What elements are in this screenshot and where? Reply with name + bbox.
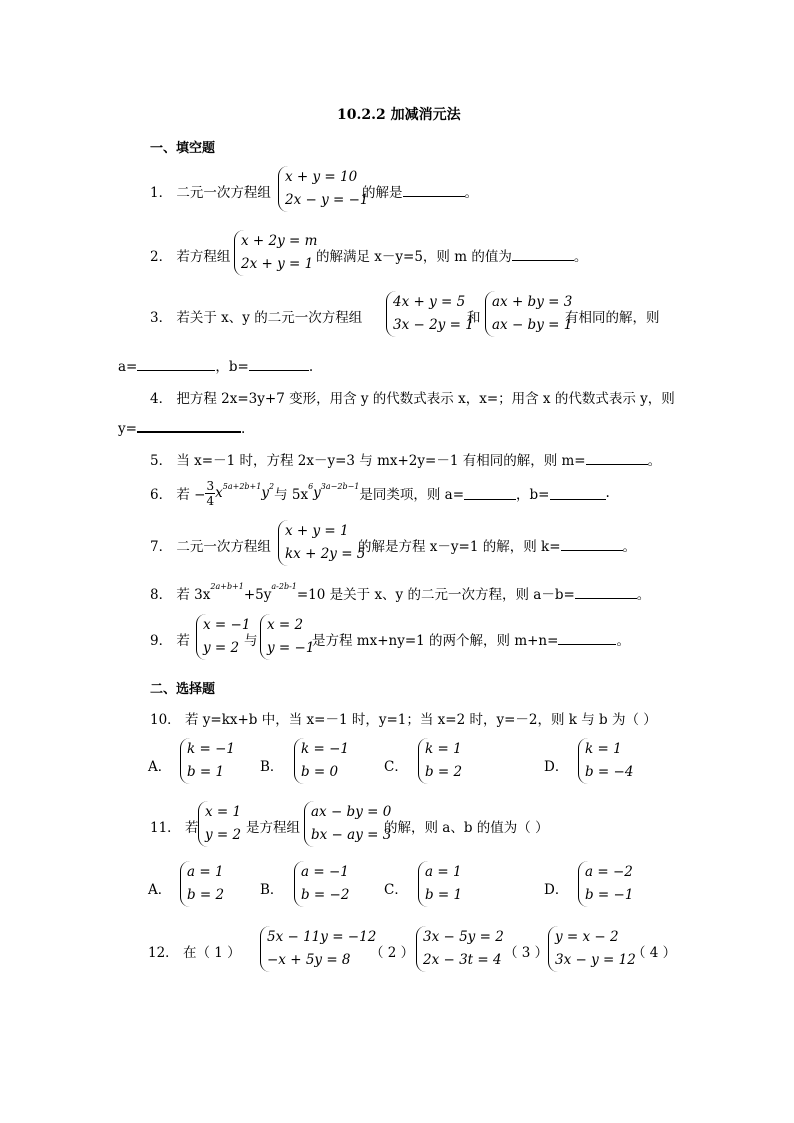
q4-text: 4． 把方程 2x=3y+7 变形，用含 y 的代数式表示 x，x=；用含 x 的代数式表示 y，则 (150, 391, 675, 407)
q11-c-eq1: a = 1 (425, 864, 462, 880)
q11-d-eq2: b = −1 (585, 887, 634, 903)
q1-eq1: x + y = 10 (285, 169, 358, 185)
q10-text: 10． 若 y=kx+b 中，当 x=－1 时，y=1；当 x=2 时，y=－2，则 k 与 b 为（ ） (150, 712, 657, 728)
q11-sys1-eq2: y = 2 (205, 827, 242, 843)
q8-suffix: =10 是关于 x、y 的二元一次方程，则 a－b= (296, 587, 575, 603)
q2-end: 。 (573, 249, 588, 265)
q4-y-label: y= (118, 421, 137, 437)
q7-answer-blank[interactable] (561, 537, 623, 551)
q6-exp4: 3a−2b−1 (320, 481, 360, 491)
q8-exp2: a-2b-1 (271, 581, 297, 591)
q11-sys2-eq2: bx − ay = 3 (311, 827, 392, 843)
q9-sys1-eq1: x = −1 (203, 617, 251, 633)
q12-system-3 (548, 926, 636, 972)
q3-a-blank[interactable] (137, 357, 215, 371)
q4-end: . (240, 421, 246, 437)
q5-text: 5． 当 x=－1 时，方程 2x－y=3 与 mx+2y=－1 有相同的解，则 m= (150, 453, 586, 469)
q12-label-3: （ 3 ） (504, 945, 549, 961)
q8-end: 。 (636, 587, 651, 603)
q11-a-eq1: a = 1 (187, 864, 224, 880)
q6-denominator: 4 (206, 493, 215, 508)
q9-answer-blank[interactable] (558, 631, 616, 645)
q2-eq1: x + 2y = m (241, 233, 318, 249)
q10-option-c-system[interactable] (418, 738, 462, 784)
q11-b-eq2: b = −2 (301, 887, 350, 903)
q3-prefix: 3． 若关于 x、y 的二元一次方程组 (150, 310, 363, 326)
q8-answer-blank[interactable] (575, 585, 637, 599)
q6-b-label: ，b= (516, 487, 550, 503)
q12-sys2-eq1: 3x − 5y = 2 (423, 929, 504, 945)
q9-connector: 与 (244, 633, 258, 649)
q12-label-2: （ 2 ） (370, 945, 415, 961)
q9-sys2-eq2: y = −1 (267, 640, 315, 656)
page-title: 10.2.2 加减消元法 (337, 107, 461, 123)
q11-option-c-label[interactable]: C． (384, 882, 408, 898)
q9-suffix (312, 629, 630, 649)
q12-label-4: （ 4 ） (632, 945, 677, 961)
q11-option-b-label[interactable]: B． (260, 882, 284, 898)
q7-suffix-text: 的解是方程 x－y=1 的解，则 k= (358, 539, 561, 555)
q9-equation-system-2 (260, 614, 314, 660)
q2-prefix: 2． 若方程组 (150, 249, 231, 265)
q10-option-d-label[interactable]: D． (544, 759, 569, 775)
q11-option-a-system[interactable] (180, 861, 224, 907)
q2-suffix (316, 245, 587, 265)
q6-mid: 与 5x (274, 487, 309, 503)
q6-exp2: 2 (268, 481, 275, 491)
q10-a-eq2: b = 1 (187, 764, 225, 780)
q3-end: . (308, 359, 314, 375)
q7-end: 。 (622, 539, 637, 555)
q9-end: 。 (616, 633, 630, 649)
q3-sys1-eq1: 4x + y = 5 (393, 294, 466, 310)
q5-line (150, 449, 661, 469)
q11-option-d-system[interactable] (578, 861, 633, 907)
q1-suffix (362, 181, 478, 201)
q3-sys1-eq2: 3x − 2y = 1 (393, 317, 474, 333)
q7-eq2: kx + 2y = 5 (285, 546, 366, 562)
q10-option-b-label[interactable]: B． (260, 759, 284, 775)
q6-end: . (605, 485, 610, 501)
q2-answer-blank[interactable] (512, 247, 574, 261)
q1-eq2: 2x − y = −1 (285, 192, 369, 208)
q11-suffix: 的解，则 a、b 的值为（ ） (384, 820, 549, 836)
q3-connector: 和 (467, 310, 481, 326)
q2-eq2: 2x + y = 1 (241, 256, 314, 272)
q1-prefix: 1． 二元一次方程组 (150, 185, 271, 201)
q6-y: y (261, 485, 269, 501)
q9-prefix: 9． 若 (150, 633, 190, 649)
q3-b-label: ，b= (215, 359, 249, 375)
q11-sys2-eq1: ax − by = 0 (311, 804, 392, 820)
q6-fraction (205, 479, 215, 508)
q3-a-label: a= (118, 359, 138, 375)
q1-answer-blank[interactable] (403, 183, 465, 197)
q6-x: x (215, 485, 223, 501)
q5-answer-blank[interactable] (586, 451, 648, 465)
q6-b-blank[interactable] (550, 486, 606, 500)
q8-line (150, 583, 650, 603)
q10-b-eq2: b = 0 (301, 764, 339, 780)
q5-end: 。 (647, 453, 662, 469)
q11-d-eq1: a = −2 (585, 864, 633, 880)
q7-prefix: 7． 二元一次方程组 (150, 539, 271, 555)
q11-equation-system-1 (198, 801, 241, 847)
section-heading-fill-in: 一、填空题 (150, 141, 216, 156)
q6-exp3: 6 (308, 481, 314, 491)
q12-sys1-eq1: 5x − 11y = −12 (267, 929, 377, 945)
q6-a-blank[interactable] (464, 486, 516, 500)
q6-line (150, 474, 610, 512)
q2-equation-system (234, 230, 317, 276)
q10-option-c-label[interactable]: C． (384, 759, 408, 775)
q3-equation-system-2 (485, 291, 572, 337)
q3-sys2-eq2: ax − by = 1 (492, 317, 573, 333)
q10-b-eq1: k = −1 (301, 741, 349, 757)
q12-sys2-eq2: 2x − 3t = 4 (423, 952, 502, 968)
q10-c-eq1: k = 1 (425, 741, 462, 757)
q8-prefix: 8． 若 3x (150, 587, 211, 603)
q7-eq1: x + y = 1 (285, 523, 349, 539)
q11-c-eq2: b = 1 (425, 887, 463, 903)
q9-equation-system-1 (196, 614, 250, 660)
q10-option-b-system[interactable] (294, 738, 349, 784)
q1-equation-system (278, 166, 369, 212)
q3-answer-line (118, 355, 313, 375)
section-heading-multiple-choice: 二、选择题 (150, 682, 216, 697)
q11-option-a-label[interactable]: A． (148, 882, 172, 898)
q11-option-d-label[interactable]: D． (544, 882, 569, 898)
q3-b-blank[interactable] (249, 357, 309, 371)
q10-c-eq2: b = 2 (425, 764, 463, 780)
q12-sys3-eq1: y = x − 2 (555, 929, 619, 945)
q6-numerator: 3 (206, 478, 215, 493)
q12-sys1-eq2: −x + 5y = 8 (267, 952, 351, 968)
q7-suffix (358, 535, 636, 555)
q11-option-b-system[interactable] (294, 861, 349, 907)
q11-prefix: 11． 若 (150, 820, 199, 836)
q11-a-eq2: b = 2 (187, 887, 225, 903)
q9-suffix-text: 是方程 mx+ny=1 的两个解，则 m+n= (312, 633, 559, 649)
q10-d-eq1: k = 1 (585, 741, 622, 757)
q1-end: 。 (464, 185, 478, 201)
q8-exp1: 2a+b+1 (210, 581, 244, 591)
q6-suffix: 是同类项，则 a= (359, 487, 465, 503)
q6-y2: y (313, 485, 321, 501)
q9-sys1-eq2: y = 2 (203, 640, 240, 656)
q6-prefix: 6． 若 − (150, 487, 206, 503)
q10-d-eq2: b = −4 (585, 764, 634, 780)
q4-answer-line (118, 418, 245, 437)
q1-suffix-text: 的解是 (362, 185, 403, 201)
q3-equation-system-1 (386, 291, 474, 337)
q11-sys1-eq1: x = 1 (205, 804, 242, 820)
q9-sys2-eq1: x = 2 (267, 617, 304, 633)
q11-option-c-system[interactable] (418, 861, 462, 907)
q7-equation-system (278, 520, 365, 566)
q11-b-eq1: a = −1 (301, 864, 349, 880)
q10-option-a-label[interactable]: A． (148, 759, 172, 775)
q4-y-blank[interactable] (137, 418, 241, 433)
q12-system-2 (416, 926, 504, 972)
q11-equation-system-2 (304, 801, 391, 847)
q3-suffix: 有相同的解，则 (565, 310, 660, 326)
q10-option-d-system[interactable] (578, 738, 633, 784)
q12-prefix: 12． 在（ 1 ） (148, 945, 241, 961)
q3-sys2-eq1: ax + by = 3 (492, 294, 573, 310)
q11-connector: 是方程组 (246, 820, 300, 836)
q8-mid: +5y (243, 587, 272, 603)
q12-system-1 (260, 926, 376, 972)
q2-suffix-text: 的解满足 x－y=5，则 m 的值为 (316, 249, 512, 265)
q12-sys3-eq2: 3x − y = 12 (555, 952, 636, 968)
q10-option-a-system[interactable] (180, 738, 235, 784)
q6-exp1: 5a+2b+1 (222, 481, 262, 491)
q10-a-eq1: k = −1 (187, 741, 235, 757)
